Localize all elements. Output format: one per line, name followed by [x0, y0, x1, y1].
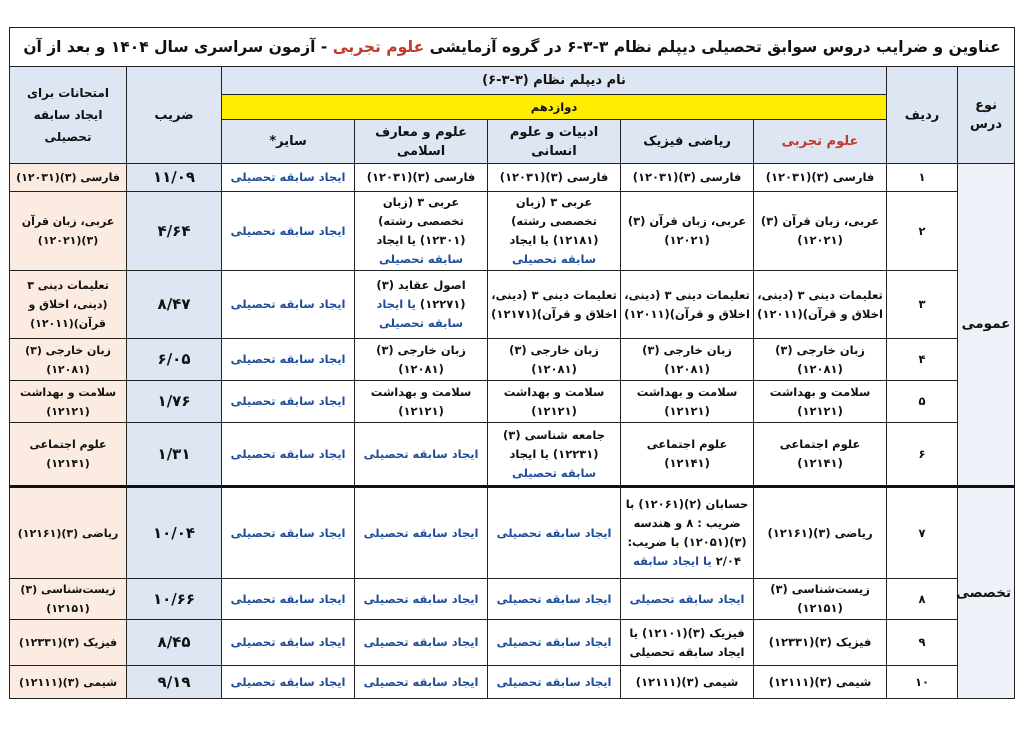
cell-experimental: زبان خارجی (۳)(۱۲۰۸۱) [754, 339, 887, 381]
cell-experimental: علوم اجتماعی (۱۲۱۴۱) [754, 423, 887, 487]
cell-islamic [355, 271, 488, 339]
header-exams: امتحانات برای ایجاد سابقه تحصیلی [10, 67, 127, 164]
cell-islamic: سلامت و بهداشت (۱۲۱۲۱) [355, 381, 488, 423]
header-col-math-physics: ریاضی فیزیک [621, 120, 754, 164]
cell-exam: سلامت و بهداشت (۱۲۱۲۱) [10, 381, 127, 423]
row-number: ۸ [887, 579, 958, 620]
row-number: ۵ [887, 381, 958, 423]
category-general: عمومی [958, 164, 1015, 487]
cell-humanities [488, 192, 621, 271]
coefficient-value: ۱۰/۰۴ [127, 487, 222, 579]
cell-exam: زبان خارجی (۳)(۱۲۰۸۱) [10, 339, 127, 381]
cell-humanities [488, 423, 621, 487]
table-row [10, 271, 1015, 339]
cell-math-physics: زبان خارجی (۳)(۱۲۰۸۱) [621, 339, 754, 381]
cell-islamic: ایجاد سابقه تحصیلی [355, 487, 488, 579]
header-grade: دوازدهم [222, 95, 887, 120]
cell-text-blue: سابقه تحصیلی [511, 252, 597, 266]
cell-humanities: سلامت و بهداشت (۱۲۱۲۱) [488, 381, 621, 423]
cell-islamic: ایجاد سابقه تحصیلی [355, 666, 488, 699]
header-row-number: ردیف [887, 67, 958, 164]
header-col-experimental: علوم تجربی [754, 120, 887, 164]
cell-humanities: ایجاد سابقه تحصیلی [488, 487, 621, 579]
cell-exam: ریاضی (۳)(۱۲۱۶۱) [10, 487, 127, 579]
cell-humanities: تعلیمات دینی ۳ (دینی، اخلاق و قرآن)(۱۲۱۷۱) [488, 271, 621, 339]
coefficients-table [9, 27, 1015, 699]
cell-other: ایجاد سابقه تحصیلی [222, 620, 355, 666]
table-row [10, 423, 1015, 487]
cell-islamic: زبان خارجی (۳)(۱۲۰۸۱) [355, 339, 488, 381]
cell-experimental: عربی، زبان قرآن (۳)(۱۲۰۲۱) [754, 192, 887, 271]
cell-math-physics [621, 620, 754, 666]
page-title [10, 28, 1015, 67]
cell-experimental: زیست‌شناسی (۳)(۱۲۱۵۱) [754, 579, 887, 620]
row-number: ۴ [887, 339, 958, 381]
cell-experimental: سلامت و بهداشت (۱۲۱۲۱) [754, 381, 887, 423]
cell-exam: عربی، زبان قرآن (۳)(۱۲۰۲۱) [10, 192, 127, 271]
cell-text-blue: سابقه تحصیلی [511, 465, 597, 480]
cell-math-physics: فارسی (۳)(۱۲۰۳۱) [621, 164, 754, 192]
cell-exam: فارسی (۳)(۱۲۰۳۱) [10, 164, 127, 192]
cell-exam: زیست‌شناسی (۳)(۱۲۱۵۱) [10, 579, 127, 620]
coefficient-value: ۱۰/۶۶ [127, 579, 222, 620]
category-specialized: تخصصی [958, 487, 1015, 699]
cell-text: عربی ۳ (زبان تخصصی رشته)(۱۲۱۸۱) یا ایجاد [509, 195, 599, 247]
cell-humanities: فارسی (۳)(۱۲۰۳۱) [488, 164, 621, 192]
cell-humanities: ایجاد سابقه تحصیلی [488, 620, 621, 666]
header-coefficient: ضریب [127, 67, 222, 164]
cell-experimental: شیمی (۳)(۱۲۱۱۱) [754, 666, 887, 699]
cell-exam: فیزیک (۳)(۱۲۳۳۱) [10, 620, 127, 666]
table-row [10, 192, 1015, 271]
cell-math-physics: سلامت و بهداشت (۱۲۱۲۱) [621, 381, 754, 423]
title-prefix: عناوین و ضرایب دروس سوابق تحصیلی دیپلم نظام ۳-۳-۶ در گروه آزمایشی [429, 37, 1001, 56]
cell-math-physics: شیمی (۳)(۱۲۱۱۱) [621, 666, 754, 699]
coefficient-value: ۸/۴۵ [127, 620, 222, 666]
row-number: ۱۰ [887, 666, 958, 699]
table-row [10, 487, 1015, 579]
table-row [10, 164, 1015, 192]
header-col-islamic: علوم و معارف اسلامی [355, 120, 488, 164]
row-number: ۹ [887, 620, 958, 666]
title-suffix: - آزمون سراسری سال ۱۴۰۴ و بعد از آن [23, 37, 328, 56]
cell-text-blue: سابقه تحصیلی [378, 252, 464, 266]
table-row [10, 620, 1015, 666]
cell-other: ایجاد سابقه تحصیلی [222, 164, 355, 192]
cell-islamic: فارسی (۳)(۱۲۰۳۱) [355, 164, 488, 192]
cell-math-physics: تعلیمات دینی ۳ (دینی، اخلاق و قرآن)(۱۲۰۱۱) [621, 271, 754, 339]
cell-other: ایجاد سابقه تحصیلی [222, 271, 355, 339]
cell-humanities: ایجاد سابقه تحصیلی [488, 666, 621, 699]
coefficient-value: ۶/۰۵ [127, 339, 222, 381]
table-row [10, 666, 1015, 699]
cell-islamic: ایجاد سابقه تحصیلی [355, 423, 488, 487]
cell-math-physics [621, 487, 754, 579]
cell-math-physics: علوم اجتماعی (۱۲۱۴۱) [621, 423, 754, 487]
cell-text: اصول عقاید (۳)(۱۲۲۷۱) [376, 278, 466, 311]
cell-text: عربی ۳ (زبان تخصصی رشته)(۱۲۳۰۱) یا ایجاد [376, 195, 466, 247]
row-number: ۱ [887, 164, 958, 192]
cell-text: حسابان (۲)(۱۲۰۶۱) با ضریب : ۸ و هندسه (۳)(۱۲۰۵۱) با ضریب: ۲/۰۴ [625, 497, 749, 568]
title-group: علوم تجربی [332, 37, 425, 56]
cell-experimental: ریاضی (۳)(۱۲۱۶۱) [754, 487, 887, 579]
cell-other: ایجاد سابقه تحصیلی [222, 423, 355, 487]
cell-other: ایجاد سابقه تحصیلی [222, 339, 355, 381]
cell-experimental: تعلیمات دینی ۳ (دینی، اخلاق و قرآن)(۱۲۰۱۱) [754, 271, 887, 339]
page [9, 27, 1014, 699]
row-number: ۷ [887, 487, 958, 579]
row-number: ۶ [887, 423, 958, 487]
cell-other: ایجاد سابقه تحصیلی [222, 487, 355, 579]
cell-other: ایجاد سابقه تحصیلی [222, 381, 355, 423]
cell-islamic [355, 192, 488, 271]
cell-exam: علوم اجتماعی (۱۲۱۴۱) [10, 423, 127, 487]
cell-text: جامعه شناسی (۳)(۱۲۲۳۱) یا ایجاد [503, 427, 606, 461]
header-diploma-name: نام دیپلم نظام (۳-۳-۶) [222, 67, 887, 95]
cell-other: ایجاد سابقه تحصیلی [222, 666, 355, 699]
coefficient-value: ۱/۷۶ [127, 381, 222, 423]
cell-other: ایجاد سابقه تحصیلی [222, 192, 355, 271]
cell-text: فیزیک (۳)(۱۲۱۰۱) یا [629, 625, 745, 640]
row-number: ۳ [887, 271, 958, 339]
cell-islamic: ایجاد سابقه تحصیلی [355, 620, 488, 666]
table-row [10, 381, 1015, 423]
cell-islamic: ایجاد سابقه تحصیلی [355, 579, 488, 620]
cell-math-physics: عربی، زبان قرآن (۳)(۱۲۰۲۱) [621, 192, 754, 271]
coefficient-value: ۱۱/۰۹ [127, 164, 222, 192]
table-row [10, 339, 1015, 381]
cell-math-physics: ایجاد سابقه تحصیلی [621, 579, 754, 620]
header-lesson-type: نوع درس [958, 67, 1015, 164]
header-col-other: سایر* [222, 120, 355, 164]
header-col-humanities: ادبیات و علوم انسانی [488, 120, 621, 164]
coefficient-value: ۸/۴۷ [127, 271, 222, 339]
row-number: ۲ [887, 192, 958, 271]
cell-humanities: ایجاد سابقه تحصیلی [488, 579, 621, 620]
cell-exam: شیمی (۳)(۱۲۱۱۱) [10, 666, 127, 699]
table-row [10, 579, 1015, 620]
coefficient-value: ۱/۳۱ [127, 423, 222, 487]
cell-other: ایجاد سابقه تحصیلی [222, 579, 355, 620]
cell-experimental: فارسی (۳)(۱۲۰۳۱) [754, 164, 887, 192]
cell-exam: تعلیمات دینی ۳ (دینی، اخلاق و قرآن)(۱۲۰۱۱) [10, 271, 127, 339]
cell-text-blue: یا ایجاد سابقه [633, 554, 712, 568]
cell-text: ایجاد سابقه تحصیلی [629, 644, 745, 659]
coefficient-value: ۴/۶۴ [127, 192, 222, 271]
cell-humanities: زبان خارجی (۳)(۱۲۰۸۱) [488, 339, 621, 381]
cell-text-blue: یا ایجاد سابقه تحصیلی [376, 297, 464, 330]
cell-experimental: فیزیک (۳)(۱۲۳۳۱) [754, 620, 887, 666]
coefficient-value: ۹/۱۹ [127, 666, 222, 699]
